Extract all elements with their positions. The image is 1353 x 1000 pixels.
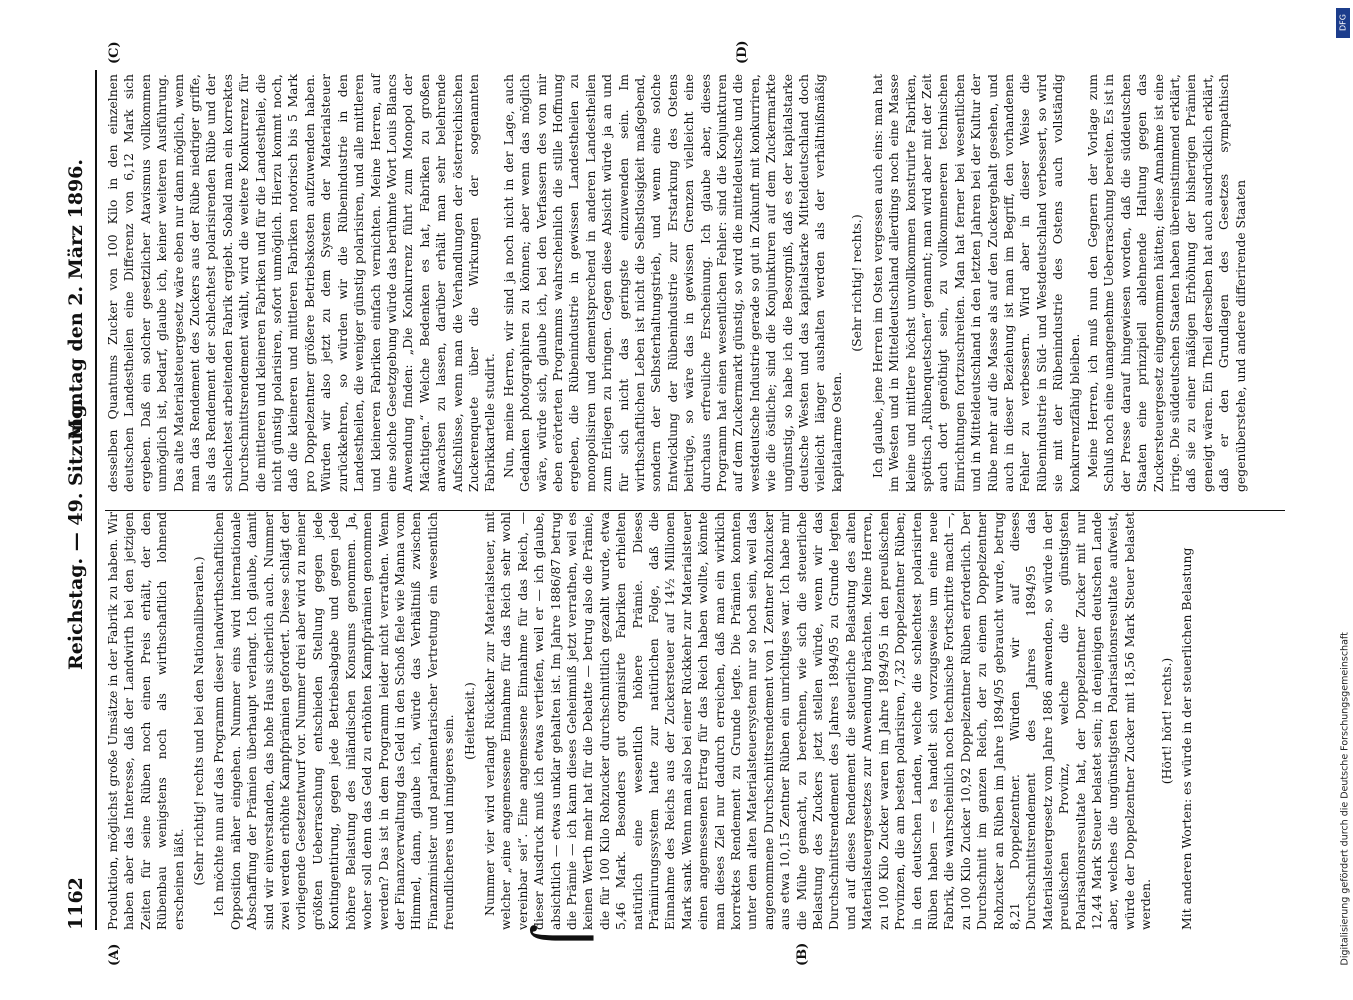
interjection: (Heiterkeit.) [461,682,477,760]
paragraph: Produktion, möglichst große Umsätze in der Fabrik zu haben. Wir haben aber das Interesse, daß der Landwirth bei den jetzigen Zeiten für seine Rüben noch einen Preis erhält, der den Rübenbau wenigstens noch als wirthschaftlich lohnend erscheinen läßt. [105,512,186,930]
digitization-note-text: Digitalisierung gefördert durch die Deutsche Forschungsgemeinschaft [1339,632,1351,966]
paragraph: Nun, meine Herren, wir sind ja noch nicht in der Lage, auch Gedanken photographiren zu können; aber wenn das möglich wäre, würde sich, glaube ich, bei den Verfassern des von mir eben erörterten Programms wahrscheinlich die stille Hoffnung ergeben, die Rübenindustrie in gewissen Landestheilen zu monopolisiren und dementsprechend in anderen Landestheilen zum Erliegen zu bringen. Gegen diese Absicht würde ja an und für sich nicht das geringste einzuwenden sein. Im wirthschaftlichen Leben ist nicht die Selbstlosigkeit maßgebend, sondern der Selbsterhaltungstrieb, und wenn eine solche Entwicklung der Rübenindustrie zur Erstarkung des Ostens beitrüge, so wäre das in gewissen Grenzen vielleicht eine durchaus erfreuliche Erscheinung. Ich glaube aber, dieses Programm hat einen wesentlichen Fehler: sind die Konjunkturen auf dem Zuckermarkt günstig, so wird die mitteldeutsche und die westdeutsche Industrie gerade so gut in Zukunft mit konkurriren, wie die östliche; sind die Konjunkturen auf dem Zuckermarkte ungünstig, so habe ich die Besorgniß, daß es der kapitalstarke deutsche Westen und das kapitalstarke Mitteldeutschland doch vielleicht länger aushalten werden als der verhältnißmäßig kapitalarme Osten. [500,74,844,492]
paragraph: Meine Herren, ich muß nun den Gegnern der Vorlage zum Schluß noch eine unangenehme Ueberraschung bereiten. Es ist in der Presse darauf hingewiesen worden, daß die süddeutschen Staaten eine prinzipiell ablehnende Haltung gegen das Zuckersteuergesetz eingenommen hätten; diese Annahme ist eine irrige. Die süddeutschen Staaten haben übereinstimmend erklärt, daß sie zu einer mäßigen Erhöhung der bisherigen Prämien geneigt wären. Ein Theil derselben hat auch ausdrücklich erklärt, daß er den Grundlagen des Gesetzes sympathisch gegenüberstehe, und andere differirende Staaten [1084,74,1248,492]
paragraph: Nummer vier wird verlangt Rückkehr zur Materialsteuer, mit welcher „eine angemessene Einnahme für das Reich sehr wohl vereinbar sei“. Eine angemessene Einnahme für das Reich, — dieser Ausdruck muß ich etwas vertiefen, weil er — ich glaube, absichtlich — etwas unklar gehalten ist. Im Jahre 1886/87 betrug die Prämie — ich kann dieses Geheimniß jetzt verrathen, weil es keinen Werth mehr hat für die Debatte — betrug also die Prämie, die für 100 Kilo Rohzucker durchschnittlich gezahlt wurde, etwa 5,46 Mark. Besonders gut organisirte Fabriken erhielten natürlich eine wesentlich höhere Prämie. Dieses Prämiirungssystem hatte zur natürlichen Folge, daß die Einnahme des Reichs aus der Zuckersteuer auf 14½ Millionen Mark sank. Wenn man also bei einer Rückkehr zur Materialsteuer einen angemessenen Ertrag für das Reich haben wollte, könnte man dieses Ziel nur dadurch erreichen, daß man ein wirklich korrektes Rendement zu Grunde legte. Die Prämien konnten unter dem alten Materialsteuersystem nur so hoch sein, weil das angenommene Durchschnittsrendement von 1 Zentner Rohzucker aus etwa 10,15 Zentner Rüben ein unrichtiges war. Ich habe mir die Mühe gemacht, zu berechnen, wie sich die steuerliche Belastung des Zuckers jetzt stellen würde, wenn wir das Durchschnittsrendement des Jahres 1894/95 zu Grunde legten und auf dieses Rendement die steuerliche Belastung des alten Materialsteuergesetzes zur Anwendung brächten. Meine Herren, zu 100 Kilo Zucker waren im Jahre 1894/95 in den preußischen Provinzen, die am besten polarisiren, 7,32 Doppelzentner Rüben; in den deutschen Landen, welche die schlechtest polarisirten Rüben haben — es handelt sich vorzugsweise um eine neue Fabrik, die wahrscheinlich noch technische Fortschritte macht —, zu 100 Kilo Zucker 10,92 Doppelzentner Rüben erforderlich. Der Durchschnitt im ganzen Reich, der zu einem Doppelzentner Rohzucker an Rüben im Jahre 1894/95 gebraucht wurde, betrug 8,21 Doppelzentner. Würden wir auf dieses Durchschnittsrendement des Jahres 1894/95 das Materialsteuergesetz vom Jahre 1886 anwenden, so würde in der preußischen Provinz, welche die günstigsten Polarisationsresultate hat, der Doppelzentner Zucker mit nur 12,44 Mark Steuer belastet sein; in denjenigen deutschen Lande aber, welches die ungünstigsten Polarisationsresultate aufweist, würde der Doppelzentner Zucker mit 18,56 Mark Steuer belastet werden. [481,512,1154,930]
header-rule [95,70,97,930]
paragraph: desselben Quantums Zucker von 100 Kilo in den einzelnen deutschen Landestheilen eine Differenz von 6,12 Mark sich ergeben. Daß ein solcher gesetzlicher Atavismus vollkommen unmöglich ist, bedarf, glaube ich, keiner weiteren Ausführung. Das alte Materialsteuergesetz wäre eben nur dann möglich, wenn man das Rendement des Zuckers aus der Rübe niedriger griffe, als das Rendement der schlechtest polarisirenden Rübe und der schlechtest arbeitenden Fabrik ergiebt. Sobald man ein korrektes Durchschnittsrendement wählt, wird die weitere Konkurrenz für die mittleren und kleineren Fabriken und für die Landestheile, die nicht günstig polarisiren, sofort unmöglich. Hierzu kommt noch, daß die kleineren und mittleren Fabriken notorisch bis 5 Mark pro Doppelzentner größere Betriebskosten aufzuwenden haben. Würden wir also jetzt zu dem System der Materialsteuer zurückkehren, so würden wir die Rübenindustrie in den Landestheilen, die weniger günstig polarisiren, und alle mittleren und kleineren Fabriken einfach vernichten. Meine Herren, auf eine solche Gesetzgebung würde das berühmte Wort Louis Blancs Anwendung finden: „Die Konkurrenz führt zum Monopol der Mächtigen.“ Welche Bedenken es hat, Fabriken zu großen anwachsen zu lassen, darüber erhält man sehr belehrende Aufschlüsse, wenn man die Verhandlungen der österreichischen Zuckerenquete über die Wirkungen der sogenannten Fabrikkartelle studirt. [105,74,498,492]
session-date: Montag den 2. März 1896. [65,158,87,440]
left-column [105,512,1197,930]
page-header [65,70,95,930]
paragraph: Ich glaube, jene Herren im Osten vergessen auch eins: man hat im Westen und in Mitteldeutschland allerdings noch eine Masse kleine und mittlere höchst unvollkommen konstruirte Fabriken, spöttisch „Rübenquetschen“ genannt; man wird aber mit der Zeit auch dort genöthigt sein, zu vollkommeneren technischen Einrichtungen fortzuschreiten. Man hat ferner bei wesentlichen und in Mitteldeutschland in den letzten Jahren bei der Kultur der Rübe mehr auf die Masse als auf den Zuckergehalt gesehen, und auch in dieser Beziehung ist man im Begriff, den vorhandenen Fehler zu verbessern. Wird aber in dieser Weise die Rübenindustrie in Süd- und Westdeutschland verbessert, so wird sie mit der Rübenindustrie des Ostens auch vollständig konkurrenzfähig bleiben. [869,74,1082,492]
margin-bracket-mark: ⌠ [530,923,593,952]
right-column [105,74,1251,492]
column-divider [105,510,1285,511]
interjection: (Sehr richtig! rechts.) [849,214,865,352]
interjection: (Hört! hört! rechts.) [1158,657,1174,785]
scanned-page [35,30,1325,970]
margin-marker-a: (A) [107,943,122,966]
session-title: Reichstag. — 49. Sitzung. [65,397,87,670]
paragraph: Ich möchte nun auf das Programm dieser landwirthschaftlichen Opposition näher eingehen. Nummer eins wird internationale Abschaffung der Prämien überhaupt verlangt. Ich glaube, damit sind wir einverstanden, das hohe Haus sicherlich auch. Nummer zwei werden erhöhte Kampfprämien gefordert. Diese schlägt der vorliegende Gesetzentwurf vor. Nummer drei aber wird zu meiner größten Ueberraschung entschieden Stellung gegen jede Kontingentirung, gegen jede Betriebsabgabe und gegen jede höhere Belastung des inländischen Konsums genommen. Ja, woher soll denn das Geld zu erhöhten Kampfprämien genommen werden? Das ist in dem Programm leider nicht verrathen. Wenn der Finanzverwaltung das Geld in den Schoß fiele wie Manna vom Himmel, dann, glaube ich, würde das Verhältniß zwischen Finanzminister und parlamentarischer Vertretung ein wesentlich freundlicheres und innigeres sein. [211,512,457,930]
paragraph: Mit anderen Worten: es würde in der steuerlichen Belastung [1179,547,1194,930]
dfg-logo: DFG [1336,8,1350,38]
margin-marker-b: (B) [795,942,810,966]
interjection: (Sehr richtig! rechts und bei den Nationalliberalen.) [191,556,207,886]
margin-marker-d: (D) [735,40,750,64]
page-number: 1162 [65,877,87,930]
digitization-note [1335,290,1349,970]
margin-marker-c: (C) [107,41,122,64]
